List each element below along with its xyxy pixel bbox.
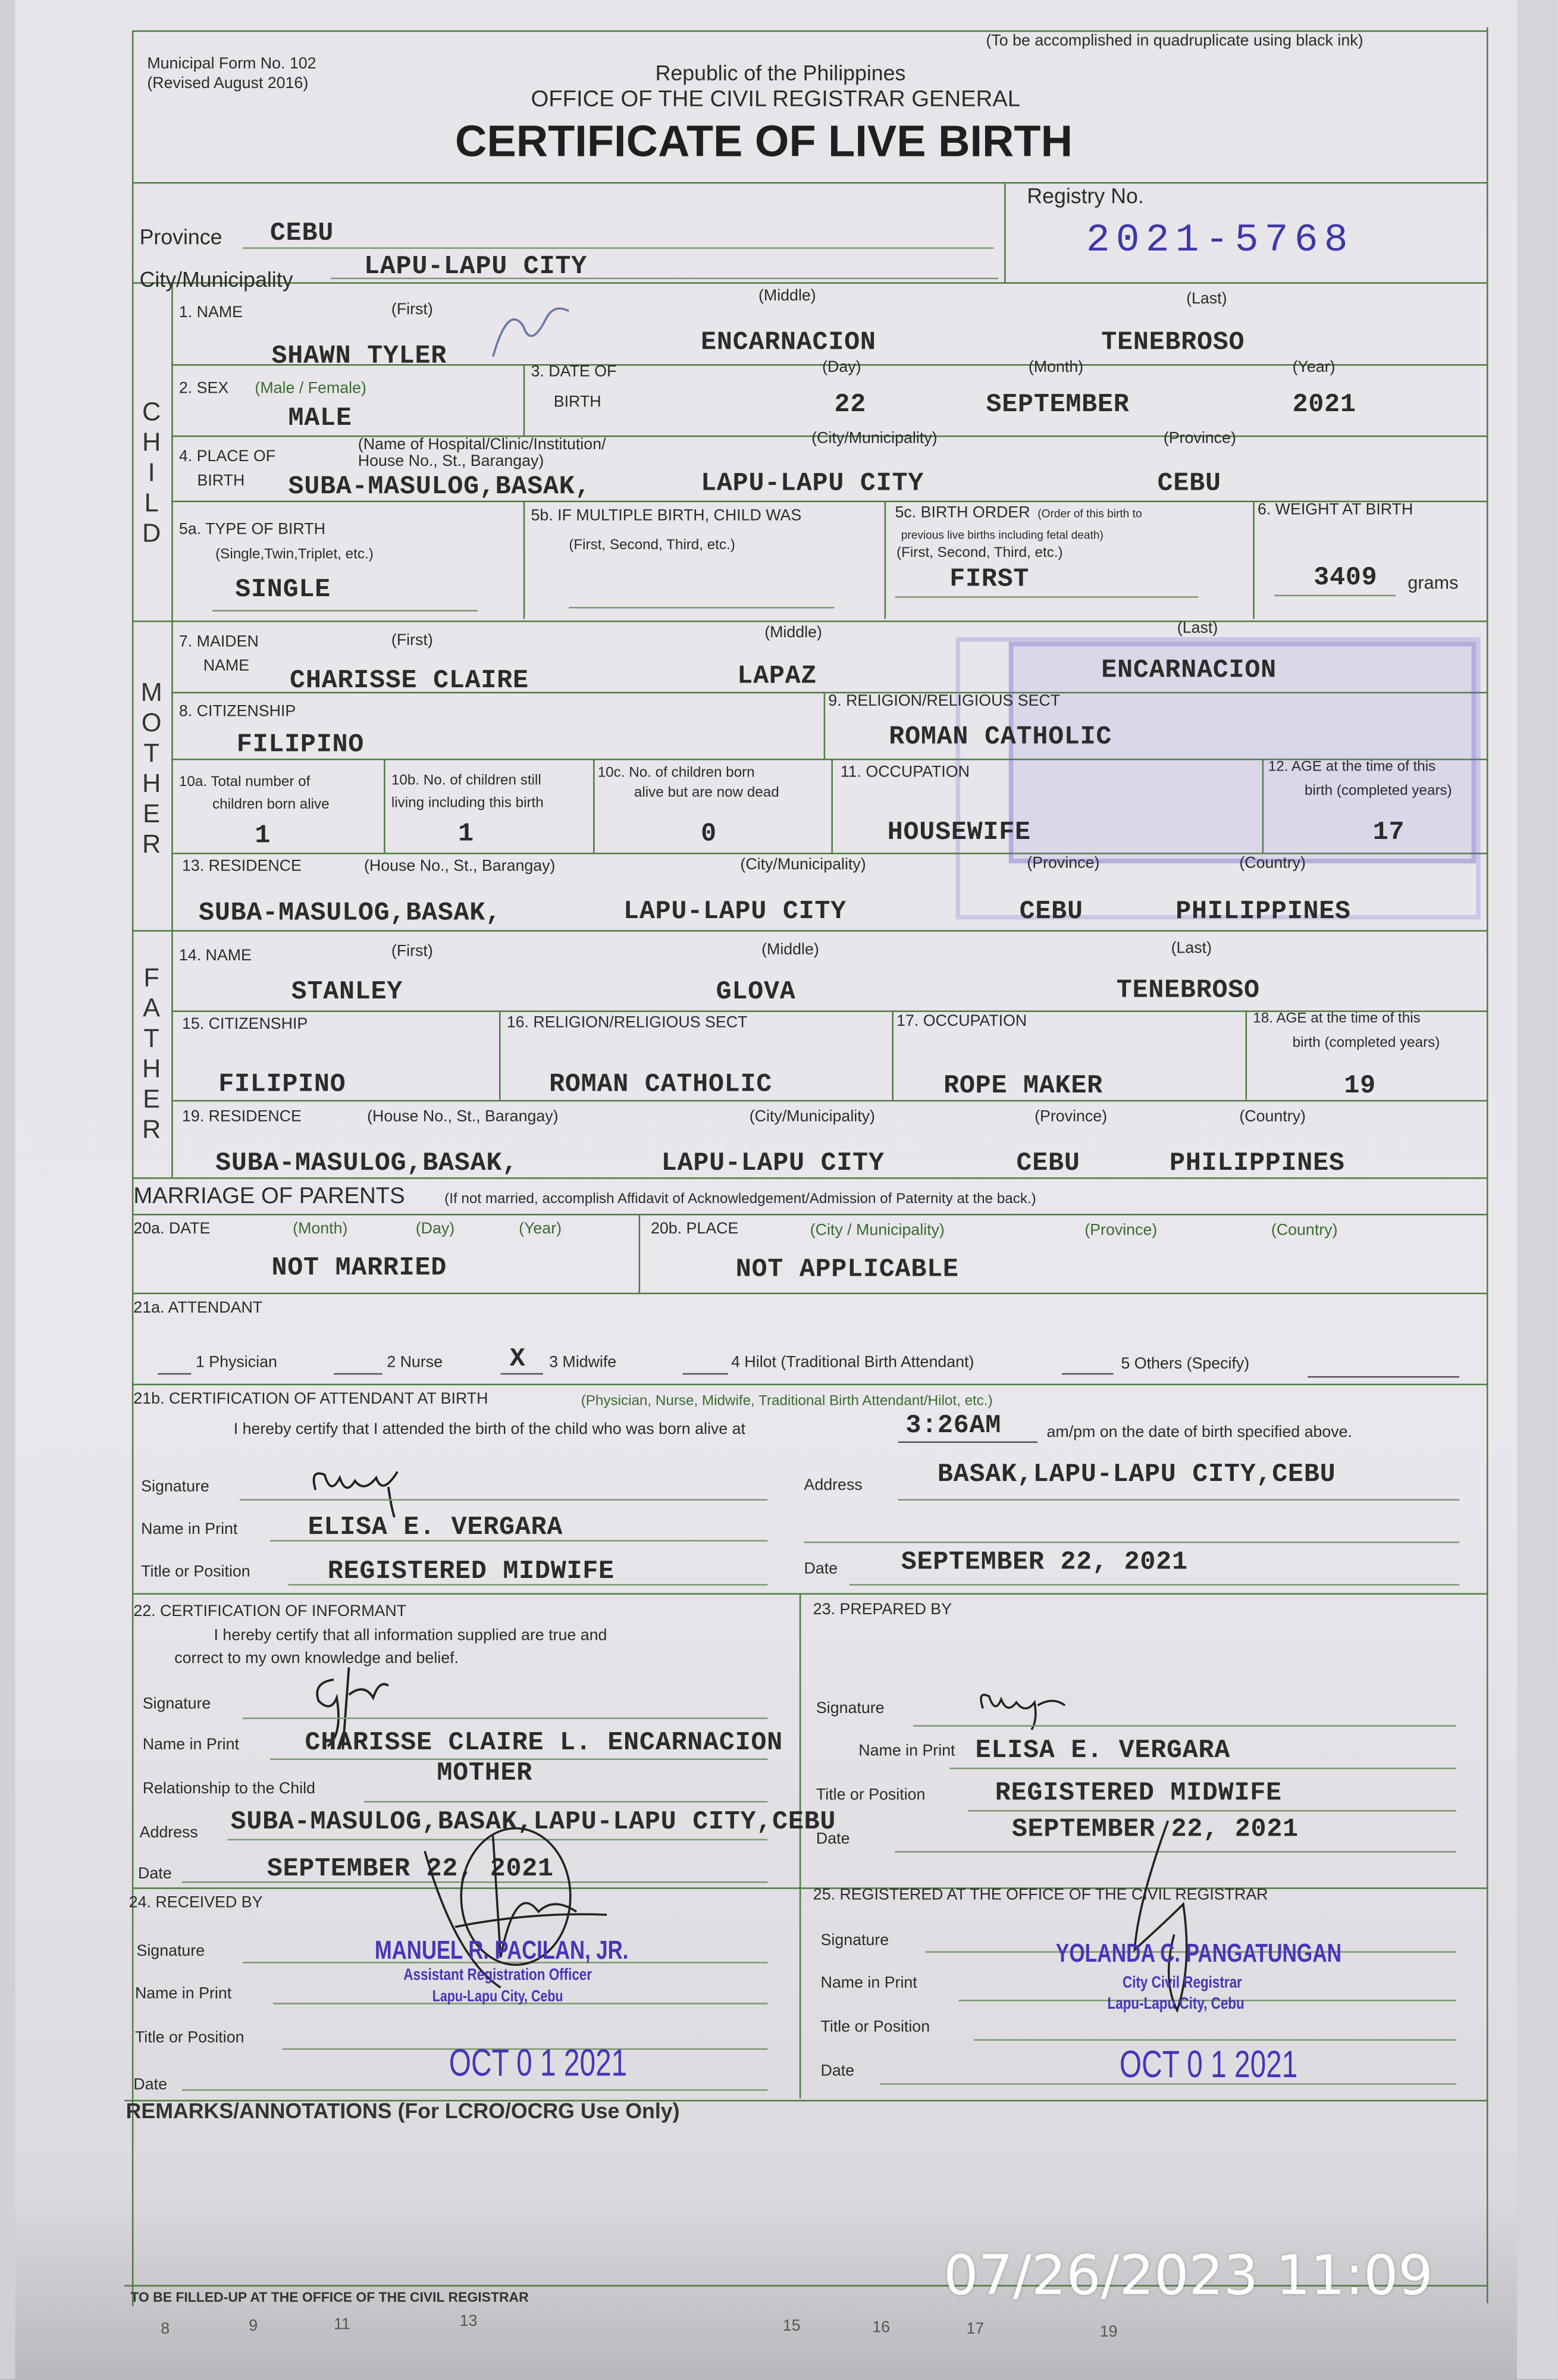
name-label: Name in Print — [142, 1736, 239, 1754]
footer-label: TO BE FILLED-UP AT THE OFFICE OF THE CIVIL REGISTRAR — [130, 2289, 529, 2305]
blank — [158, 1373, 191, 1375]
house-label: (House No., St., Barangay) — [364, 857, 556, 876]
middle-label: (Middle) — [758, 286, 816, 305]
paper-edge — [0, 0, 15, 2379]
rule — [1004, 182, 1006, 282]
received-by-label: 24. RECEIVED BY — [128, 1893, 263, 1912]
preparer-title: REGISTERED MIDWIFE — [995, 1780, 1282, 1809]
sex-hint: (Male / Female) — [255, 379, 366, 398]
age-label: 18. AGE at the time of this — [1253, 1010, 1421, 1028]
underline — [243, 1718, 767, 1720]
form-revision: (Revised August 2016) — [147, 74, 309, 93]
underline — [182, 2089, 767, 2091]
mother-res-country: PHILIPPINES — [1175, 898, 1351, 928]
attendant-title: REGISTERED MIDWIFE — [327, 1558, 615, 1587]
multiple-birth-label: 5b. IF MULTIPLE BIRTH, CHILD WAS — [531, 506, 802, 525]
footer-code: 8 — [161, 2319, 170, 2338]
attendant-check-mark: X — [509, 1345, 526, 1375]
preparer-name: ELISA E. VERGARA — [975, 1737, 1231, 1767]
registry-label: Registry No. — [1027, 183, 1144, 208]
attendant-name: ELISA E. VERGARA — [308, 1514, 563, 1543]
occupation-label: 11. OCCUPATION — [840, 763, 970, 782]
weight-label: 6. WEIGHT AT BIRTH — [1257, 500, 1413, 519]
rule — [800, 1593, 801, 2099]
province-label: (Province) — [1084, 1221, 1158, 1240]
father-first-name: STANLEY — [291, 978, 403, 1008]
rule — [171, 1100, 1487, 1102]
rule — [171, 282, 173, 1178]
first-label: (First) — [391, 300, 433, 319]
father-last-name: TENEBROSO — [1116, 977, 1260, 1006]
date-label: Date — [138, 1864, 172, 1883]
underline — [949, 1768, 1456, 1770]
pob-address: SUBA-MASULOG,BASAK, — [288, 473, 591, 503]
mother-last-name: ENCARNACION — [1101, 657, 1277, 686]
birth-weight: 3409 — [1314, 564, 1378, 594]
birth-month: SEPTEMBER — [986, 391, 1130, 421]
registered-label: 25. REGISTERED AT THE OFFICE OF THE CIVIL REGISTRAR — [813, 1886, 1268, 1905]
attendant-option-midwife: 3 Midwife — [549, 1353, 617, 1372]
rule — [499, 1010, 501, 1100]
children-dead-label-2: alive but are now dead — [634, 784, 779, 801]
city-label: (City/Municipality) — [749, 1107, 875, 1126]
date-label: Date — [804, 1559, 838, 1578]
age-label-2: birth (completed years) — [1292, 1035, 1440, 1052]
rule — [1253, 501, 1255, 619]
rule — [824, 692, 826, 759]
signature-label: Signature — [142, 1695, 211, 1713]
address-label: Address — [804, 1476, 863, 1495]
office-heading: OFFICE OF THE CIVIL REGISTRAR GENERAL — [531, 86, 1021, 112]
city-value: LAPU-LAPU CITY — [364, 253, 587, 283]
marriage-title: MARRIAGE OF PARENTS — [133, 1183, 405, 1210]
children-living-label: 10b. No. of children still — [391, 772, 541, 789]
informant-date: SEPTEMBER 22, 2021 — [267, 1855, 554, 1885]
first-label: (First) — [391, 631, 433, 650]
underline — [240, 1499, 767, 1501]
underline — [895, 596, 1199, 598]
name-label: Name in Print — [858, 1742, 955, 1760]
multiple-birth-hint: (First, Second, Third, etc.) — [569, 537, 735, 554]
rule — [523, 364, 525, 436]
rule — [885, 501, 886, 619]
pob-hint-2: House No., St., Barangay) — [358, 452, 544, 471]
middle-label: (Middle) — [764, 624, 822, 642]
title-label: Title or Position — [816, 1786, 926, 1804]
birth-order-label: 5c. BIRTH ORDER — [895, 503, 1030, 522]
city-label: (City / Municipality) — [810, 1221, 945, 1240]
age-label: 12. AGE at the time of this — [1268, 759, 1436, 776]
underline — [569, 607, 834, 609]
receiver-stamp-name: MANUEL R. PACILAN, JR. — [374, 1936, 629, 1965]
children-dead-label: 10c. No. of children born — [597, 765, 755, 782]
preparer-date: SEPTEMBER 22, 2021 — [1011, 1816, 1299, 1845]
paper-edge-right — [1517, 0, 1558, 2379]
name-label: Name in Print — [141, 1520, 238, 1539]
date-label: Date — [820, 2062, 855, 2081]
house-label: (House No., St., Barangay) — [367, 1107, 559, 1126]
pob-city-label: (City/Municipality) — [811, 429, 938, 448]
birth-day: 22 — [834, 391, 867, 421]
rule — [384, 759, 385, 853]
citizenship-label: 8. CITIZENSHIP — [178, 702, 296, 721]
father-age: 19 — [1344, 1072, 1376, 1102]
child-middle-name: ENCARNACION — [701, 329, 876, 358]
child-first-name: SHAWN TYLER — [271, 343, 447, 372]
date-label: Date — [133, 2075, 167, 2094]
underline — [898, 1442, 1038, 1443]
mother-religion: ROMAN CATHOLIC — [889, 724, 1112, 753]
children-born-alive-label-2: children born alive — [212, 796, 330, 813]
father-res-address: SUBA-MASULOG,BASAK, — [215, 1150, 518, 1179]
underline — [364, 1801, 767, 1803]
underline — [270, 1540, 767, 1542]
title-label: Title or Position — [820, 2018, 930, 2037]
marriage-date: NOT MARRIED — [271, 1254, 447, 1284]
document-title: CERTIFICATE OF LIVE BIRTH — [455, 118, 1073, 167]
remarks-label: REMARKS/ANNOTATIONS (For LCRO/OCRG Use Only) — [126, 2098, 680, 2123]
underline — [212, 610, 478, 612]
first-label: (First) — [391, 942, 433, 961]
signature-label: Signature — [136, 1942, 205, 1961]
birth-order: FIRST — [949, 566, 1030, 595]
footer-code: 17 — [966, 2319, 985, 2338]
children-living-label-2: living including this birth — [391, 795, 544, 812]
religion-label: 16. RELIGION/RELIGIOUS SECT — [506, 1013, 748, 1032]
underline — [898, 1499, 1459, 1501]
province-label: (Province) — [1027, 854, 1100, 873]
pob-label-2: BIRTH — [197, 472, 245, 490]
birth-time: 3:26AM — [905, 1413, 1002, 1442]
certification-text-2: am/pm on the date of birth specified above. — [1046, 1423, 1353, 1442]
rule — [133, 621, 1487, 622]
father-res-country: PHILIPPINES — [1170, 1150, 1345, 1179]
last-label: (Last) — [1177, 619, 1218, 637]
mother-citizenship: FILIPINO — [236, 731, 365, 760]
day-label: (Day) — [415, 1220, 455, 1238]
sex-label: 2. SEX — [178, 379, 229, 398]
marriage-note: (If not married, accomplish Affidavit of Acknowledgement/Admission of Paternity at the back.) — [444, 1191, 1036, 1208]
country-label: (Country) — [1239, 1107, 1306, 1126]
blank — [1062, 1373, 1114, 1375]
mother-res-address: SUBA-MASULOG,BASAK, — [199, 900, 501, 929]
underline — [849, 1584, 1459, 1586]
rule — [133, 282, 1487, 284]
birth-type: SINGLE — [235, 577, 331, 606]
name-label: Name in Print — [820, 1974, 917, 1993]
attendant-option-physician: 1 Physician — [195, 1353, 277, 1372]
informant-text: I hereby certify that all information supplied are true and — [214, 1626, 607, 1645]
footer-code: 16 — [872, 2318, 891, 2337]
attendant-option-others: 5 Others (Specify) — [1121, 1355, 1250, 1373]
attendant-address: BASAK,LAPU-LAPU CITY,CEBU — [937, 1461, 1336, 1490]
underline — [913, 1725, 1456, 1727]
mother-res-city: LAPU-LAPU CITY — [623, 898, 847, 928]
title-label: Title or Position — [134, 2028, 244, 2047]
month-label: (Month) — [1028, 358, 1084, 377]
name-label: Name in Print — [134, 1984, 232, 2003]
dob-label: 3. DATE OF — [531, 362, 617, 381]
underline — [289, 1584, 768, 1586]
ink-note: (To be accomplished in quadruplicate using black ink) — [986, 32, 1363, 51]
birth-type-hint: (Single,Twin,Triplet, etc.) — [215, 546, 374, 563]
received-date-stamp: OCT 0 1 2021 — [449, 2042, 628, 2085]
marriage-place-label: 20b. PLACE — [650, 1220, 739, 1238]
attendant-option-nurse: 2 Nurse — [387, 1353, 443, 1372]
signature-label: Signature — [816, 1699, 885, 1718]
footer-code: 19 — [1099, 2323, 1118, 2341]
mother-middle-name: LAPAZ — [737, 663, 817, 692]
mother-first-name: CHARISSE CLAIRE — [290, 668, 529, 697]
underline — [243, 248, 993, 249]
registrar-stamp-title: City Civil Registrar — [1123, 1974, 1242, 1993]
rule — [639, 1214, 641, 1293]
republic-heading: Republic of the Philippines — [655, 61, 906, 85]
children-dead: 0 — [701, 821, 717, 850]
province-label: Province — [139, 224, 222, 249]
footer-code: 13 — [459, 2312, 478, 2331]
child-section-label: CHILD — [137, 397, 166, 550]
weight-unit: grams — [1407, 572, 1459, 594]
rule — [133, 1593, 1487, 1595]
rule — [523, 501, 525, 619]
father-section-label: FATHER — [137, 963, 166, 1146]
occupation-label: 17. OCCUPATION — [896, 1012, 1027, 1031]
birth-type-label: 5a. TYPE OF BIRTH — [178, 520, 325, 539]
blank — [1308, 1376, 1459, 1378]
certification-label: 21b. CERTIFICATION OF ATTENDANT AT BIRTH — [133, 1389, 488, 1408]
father-res-province: CEBU — [1016, 1150, 1080, 1179]
rule — [133, 182, 1487, 184]
maiden-name-label-2: NAME — [203, 657, 250, 675]
city-label: City/Municipality — [139, 267, 293, 292]
certification-hint: (Physician, Nurse, Midwife, Traditional Birth Attendant/Hilot, etc.) — [581, 1392, 993, 1410]
birth-order-hint-3: (First, Second, Third, etc.) — [896, 544, 1063, 562]
mother-occupation: HOUSEWIFE — [887, 819, 1031, 848]
footer-code: 15 — [782, 2316, 801, 2335]
father-religion: ROMAN CATHOLIC — [549, 1071, 773, 1100]
city-label: (City/Municipality) — [740, 856, 866, 874]
informant-address: SUBA-MASULOG,BASAK,LAPU-LAPU CITY,CEBU — [230, 1808, 836, 1838]
underline — [1274, 595, 1396, 597]
middle-label: (Middle) — [761, 941, 819, 959]
rule — [892, 1010, 894, 1100]
registrar-signature — [1123, 1813, 1214, 2025]
registered-date-stamp: OCT 0 1 2021 — [1119, 2043, 1298, 2087]
certification-text: I hereby certify that I attended the birth of the child who was born alive at — [233, 1420, 745, 1439]
receiver-stamp-title: Assistant Registration Officer — [403, 1966, 593, 1985]
date-label: Date — [816, 1830, 850, 1848]
province-value: CEBU — [269, 220, 334, 249]
registrar-stamp-name: YOLANDA C. PANGATUNGAN — [1055, 1939, 1342, 1968]
rule — [133, 1293, 1487, 1295]
blank — [334, 1373, 383, 1375]
last-label: (Last) — [1171, 939, 1212, 958]
mother-res-province: CEBU — [1019, 898, 1083, 928]
informant-name: CHARISSE CLAIRE L. ENCARNACION — [305, 1730, 783, 1759]
province-label: (Province) — [1035, 1107, 1108, 1126]
attendant-signature — [303, 1460, 440, 1520]
rule — [133, 1887, 1487, 1889]
birth-year: 2021 — [1292, 391, 1356, 421]
rule — [133, 1214, 1487, 1216]
underline — [974, 2039, 1456, 2041]
rule — [132, 30, 134, 2306]
form-number: Municipal Form No. 102 — [147, 54, 316, 73]
rule — [1246, 1010, 1247, 1100]
day-label: (Day) — [822, 358, 861, 377]
father-middle-name: GLOVA — [716, 978, 796, 1008]
rule — [593, 759, 595, 853]
relationship-label: Relationship to the Child — [142, 1780, 315, 1798]
signature-scribble — [485, 296, 576, 372]
address-label: Address — [139, 1824, 198, 1842]
attendant-option-hilot: 4 Hilot (Traditional Birth Attendant) — [731, 1353, 974, 1372]
year-label: (Year) — [519, 1220, 562, 1238]
name-label: 14. NAME — [178, 947, 252, 965]
month-label: (Month) — [293, 1220, 348, 1238]
year-label: (Year) — [1292, 358, 1336, 377]
attendant-date: SEPTEMBER 22, 2021 — [901, 1549, 1188, 1578]
country-label: (Country) — [1239, 854, 1306, 873]
pob-province-label: (Province) — [1163, 429, 1236, 448]
residence-label: 13. RESIDENCE — [182, 857, 302, 876]
maiden-name-label: 7. MAIDEN — [178, 632, 259, 651]
signature-label: Signature — [141, 1477, 209, 1496]
religion-label: 9. RELIGION/RELIGIOUS SECT — [828, 691, 1061, 710]
prepared-by-label: 23. PREPARED BY — [813, 1601, 952, 1619]
birth-order-hint-2: previous live births including fetal death) — [901, 528, 1104, 542]
photo-timestamp: 07/26/2023 11:09 — [943, 2246, 1433, 2308]
footer-code: 11 — [334, 2315, 350, 2334]
rule — [133, 1384, 1487, 1386]
dob-label-2: BIRTH — [553, 393, 601, 412]
underline — [331, 278, 998, 280]
rule — [831, 759, 833, 853]
rule — [133, 930, 1487, 932]
attendant-label: 21a. ATTENDANT — [133, 1298, 263, 1317]
underline — [968, 1810, 1456, 1812]
registrar-stamp-place: Lapu-Lapu City, Cebu — [1107, 1995, 1244, 2013]
title-label: Title or Position — [141, 1562, 250, 1582]
children-living: 1 — [458, 821, 474, 850]
pob-label: 4. PLACE OF — [178, 447, 276, 466]
residence-label: 19. RESIDENCE — [182, 1107, 302, 1126]
marriage-date-label: 20a. DATE — [133, 1220, 211, 1238]
age-label-2: birth (completed years) — [1305, 782, 1452, 800]
birth-order-hint: (Order of this birth to — [1037, 506, 1142, 521]
mother-section-label: MOTHER — [137, 678, 166, 860]
informant-label: 22. CERTIFICATION OF INFORMANT — [133, 1602, 407, 1621]
name-label: 1. NAME — [178, 303, 243, 322]
father-citizenship: FILIPINO — [218, 1071, 346, 1100]
country-label: (Country) — [1271, 1221, 1338, 1240]
pob-city: LAPU-LAPU CITY — [701, 470, 924, 499]
receiver-stamp-place: Lapu-Lapu City, Cebu — [432, 1987, 563, 2006]
child-sex: MALE — [288, 405, 352, 434]
signature-label: Signature — [820, 1931, 889, 1950]
children-born-alive: 1 — [255, 822, 271, 851]
child-last-name: TENEBROSO — [1101, 329, 1245, 358]
marriage-place: NOT APPLICABLE — [735, 1256, 959, 1285]
last-label: (Last) — [1186, 290, 1227, 308]
rule — [1487, 27, 1488, 2303]
informant-relationship: MOTHER — [437, 1760, 533, 1789]
registry-number: 2021-5768 — [1086, 217, 1354, 263]
father-res-city: LAPU-LAPU CITY — [661, 1150, 885, 1179]
pob-province: CEBU — [1157, 470, 1221, 499]
informant-text-2: correct to my own knowledge and belief. — [174, 1649, 459, 1668]
footer-code: 9 — [249, 2316, 258, 2335]
blank — [683, 1373, 729, 1375]
pob-hint: (Name of Hospital/Clinic/Institution/ — [358, 435, 606, 454]
underline — [804, 1542, 1460, 1543]
mother-age: 17 — [1372, 819, 1405, 848]
children-born-alive-label: 10a. Total number of — [178, 774, 311, 791]
father-occupation: ROPE MAKER — [943, 1072, 1103, 1102]
citizenship-label: 15. CITIZENSHIP — [182, 1014, 308, 1034]
